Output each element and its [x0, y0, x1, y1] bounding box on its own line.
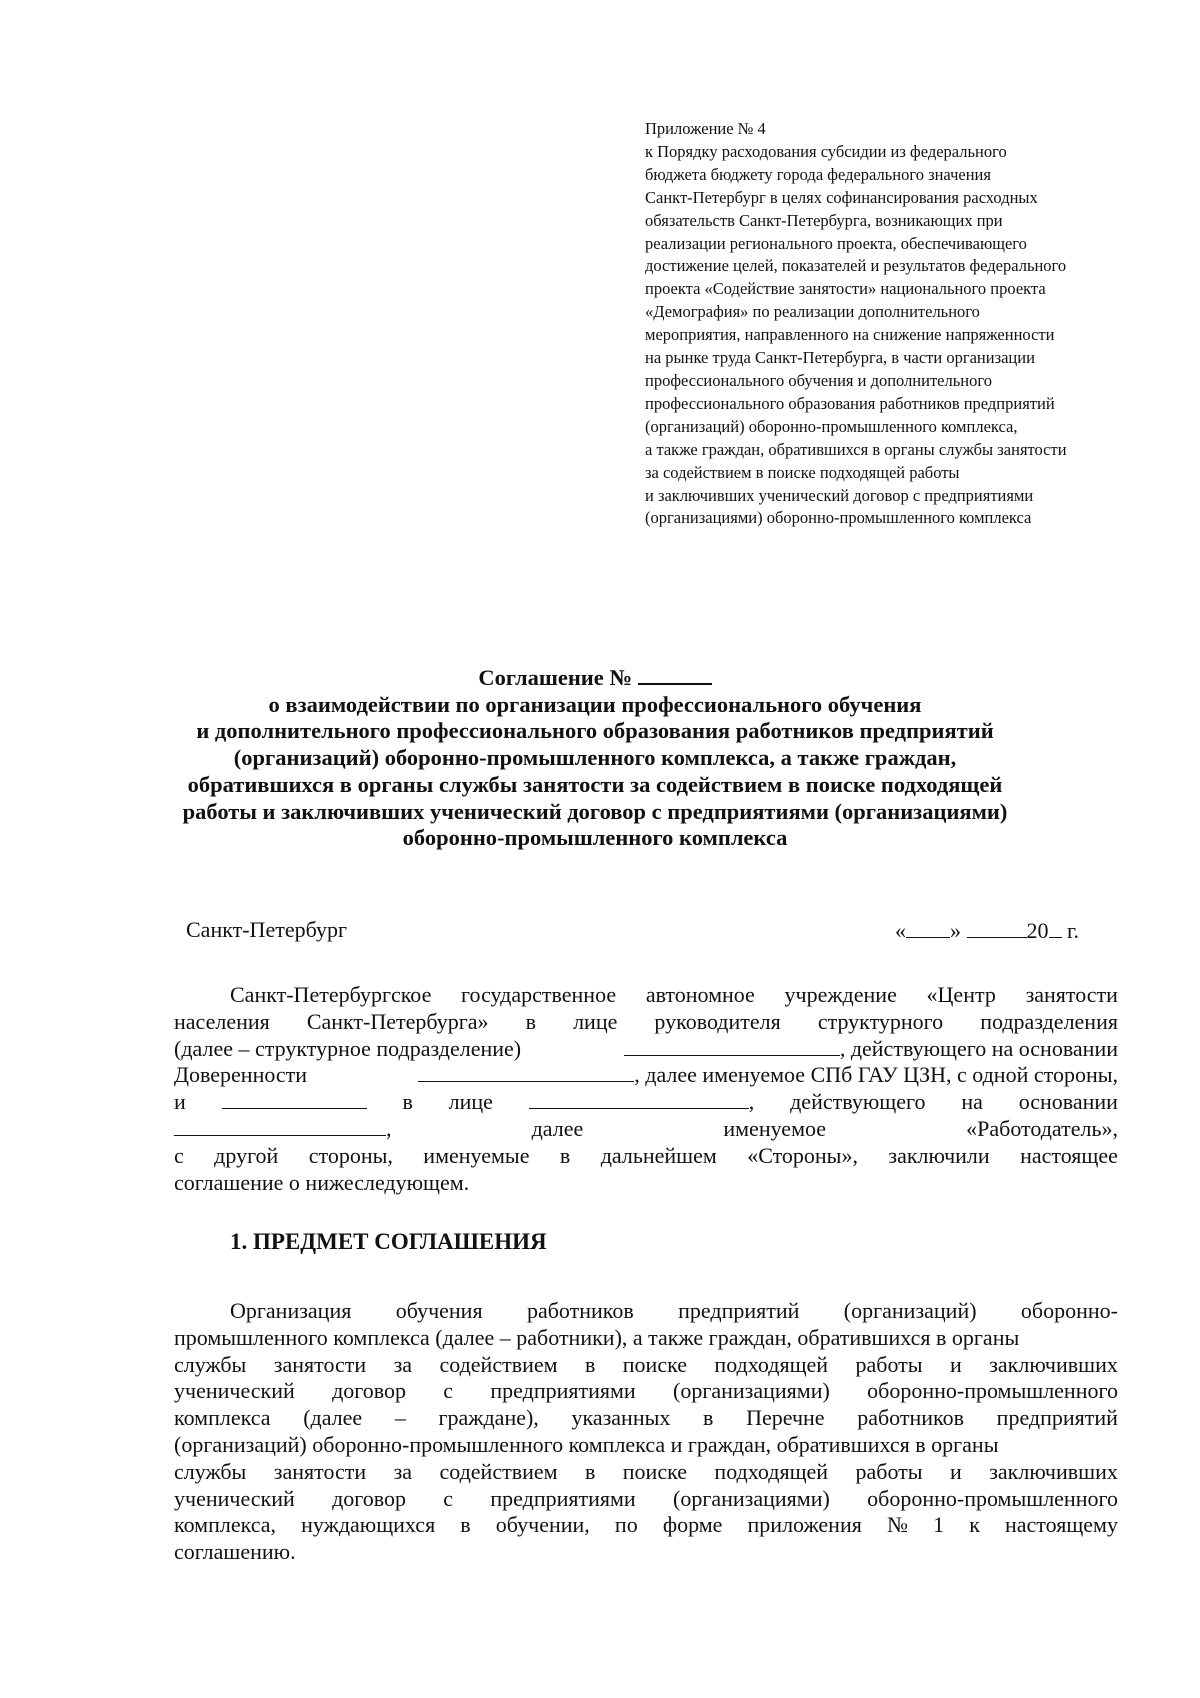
agreement-number-blank [638, 665, 712, 685]
appendix-line: (организациями) оборонно-промышленного комплекса [645, 508, 1032, 528]
word: работы [855, 1351, 923, 1377]
word: комплекса, [174, 1512, 277, 1538]
section-line-7 [174, 1459, 1118, 1486]
appendix-line: (организаций) оборонно-промышленного комплекса, [645, 416, 1018, 436]
word: занятости [273, 1351, 367, 1377]
section-1-paragraph [174, 1298, 1118, 1566]
word: обучения [395, 1298, 483, 1323]
word: и [174, 1089, 186, 1115]
appendix-line: Приложение № 4 [645, 119, 766, 138]
employer-name-blank [222, 1089, 367, 1109]
power-of-attorney-blank [418, 1062, 634, 1082]
preamble-line-7 [174, 1143, 1118, 1170]
word: № [886, 1512, 908, 1538]
word: , [748, 1089, 755, 1115]
appendix-line: профессионального образования работников предприятий [645, 393, 1055, 413]
word: руководителя [654, 1008, 781, 1034]
word: предприятий [678, 1298, 800, 1323]
preamble-line-3 [174, 1036, 1118, 1063]
word: Перечне [746, 1405, 825, 1431]
word: , далее именуемое СПб ГАУ ЦЗН, с одной стороны, [634, 1062, 1118, 1088]
word: действующего [790, 1089, 926, 1115]
word: основании [1018, 1089, 1118, 1115]
word: 1 [933, 1512, 945, 1538]
agreement-heading-text: Соглашение № [478, 665, 632, 690]
word: структурного [817, 1008, 944, 1034]
preamble-line-2 [174, 1009, 1118, 1036]
title-line: (организаций) оборонно-промышленного комплекса, а также граждан, [233, 745, 957, 771]
appendix-line: к Порядку расходования субсидии из федерального [645, 141, 1007, 161]
word: учреждение [784, 982, 897, 1007]
appendix-line: Санкт-Петербург в целях софинансирования расходных [645, 187, 1038, 207]
word: предприятиями [490, 1378, 636, 1404]
blank-group [418, 1062, 1118, 1089]
word: , действующего на основании [839, 1035, 1118, 1061]
appendix-line: бюджета бюджету города федерального значения [645, 164, 991, 184]
word: автономное [645, 982, 755, 1007]
appendix-line: и заключивших ученический договор с предприятиями [645, 485, 1034, 505]
word: предприятий [996, 1405, 1118, 1431]
word: Организация [230, 1298, 352, 1323]
word: подходящей [714, 1351, 829, 1377]
word: (далее – структурное подразделение) [174, 1035, 522, 1061]
word: (организациями) [673, 1378, 830, 1404]
word: лице [573, 1008, 618, 1034]
month-blank [967, 917, 1027, 938]
preamble-line-5 [174, 1089, 1118, 1116]
word: подходящей [714, 1458, 829, 1484]
section-line-4 [174, 1378, 1118, 1405]
section-line-10: соглашению. [174, 1539, 296, 1565]
word: и [950, 1458, 962, 1484]
appendix-line: мероприятия, направленного на снижение напряженности [645, 325, 1055, 345]
word: лице [448, 1089, 493, 1115]
word: «Стороны», [747, 1142, 858, 1168]
word: дальнейшем [600, 1142, 717, 1168]
word: «Работодатель», [966, 1115, 1118, 1141]
word: содействием [439, 1458, 558, 1484]
section-line-8 [174, 1486, 1118, 1513]
word: (далее [303, 1405, 363, 1431]
word: службы [174, 1458, 247, 1484]
word: службы [174, 1351, 247, 1377]
date-quote-open: « [895, 918, 906, 943]
appendix-line: достижение целей, показателей и результатов федерального [645, 256, 1067, 276]
section-line-9 [174, 1512, 1118, 1539]
word: населения [174, 1008, 270, 1034]
date-year-suffix: г. [1061, 918, 1080, 943]
word: занятости [1025, 982, 1118, 1007]
word: с [443, 1378, 454, 1404]
blank-group [529, 1089, 755, 1116]
word: форме [662, 1512, 723, 1538]
section-1-heading: 1. ПРЕДМЕТ СОГЛАШЕНИЯ [230, 1229, 547, 1254]
appendix-header [645, 118, 1165, 530]
word: государственное [461, 982, 617, 1007]
section-line-1 [174, 1298, 1118, 1325]
word: именуемое [723, 1115, 827, 1141]
agreement-title [80, 665, 1110, 852]
day-blank [906, 917, 950, 938]
word: работы [855, 1458, 923, 1484]
basis-document-blank [174, 1116, 386, 1136]
word: далее [531, 1115, 584, 1141]
place-city: Санкт-Петербург [186, 917, 347, 942]
word: нуждающихся [301, 1512, 436, 1538]
title-line: работы и заключивших ученический договор с предприятиями (организациями) [182, 798, 1008, 824]
word: на [961, 1089, 983, 1115]
appendix-line: а также граждан, обратившихся в органы службы занятости [645, 439, 1067, 459]
word: приложения [747, 1512, 862, 1538]
word: ученический [174, 1378, 295, 1404]
appendix-line: реализации регионального проекта, обеспечивающего [645, 233, 1027, 253]
word: оборонно- [1020, 1298, 1118, 1323]
word: и [950, 1351, 962, 1377]
word: договор [332, 1378, 406, 1404]
word: в [402, 1089, 413, 1115]
word: (организациями) [673, 1485, 830, 1511]
word: комплекса [174, 1405, 271, 1431]
word: заключивших [989, 1458, 1118, 1484]
agreement-heading [80, 665, 1110, 692]
word: заключили [888, 1142, 990, 1168]
word: оборонно-промышленного [867, 1485, 1118, 1511]
appendix-line: проекта «Содействие занятости» национального проекта [645, 279, 1046, 299]
agreement-date [895, 917, 1079, 944]
date-year-prefix: 20 [1026, 918, 1049, 943]
preamble-paragraph [174, 982, 1118, 1196]
preamble-line-4 [174, 1062, 1118, 1089]
title-line: о взаимодействии по организации профессионального обучения [268, 691, 922, 717]
word: заключивших [989, 1351, 1118, 1377]
word: за [393, 1351, 413, 1377]
year-blank [1049, 917, 1062, 938]
word: за [393, 1458, 413, 1484]
word: в [525, 1008, 536, 1034]
preamble-line-8: соглашение о нижеследующем. [174, 1169, 470, 1195]
word: поиске [622, 1458, 687, 1484]
word: работников [857, 1405, 965, 1431]
word: именуемые [423, 1142, 530, 1168]
preamble-line-1 [174, 982, 1118, 1009]
word: Санкт-Петербургское [230, 982, 432, 1007]
title-line: обратившихся в органы службы занятости за содействием в поиске подходящей [187, 771, 1003, 797]
section-line-5 [174, 1405, 1118, 1432]
word: предприятиями [490, 1485, 636, 1511]
section-line-6: (организаций) оборонно-промышленного комплекса и граждан, обратившихся в органы [174, 1431, 999, 1457]
word: по [614, 1512, 638, 1538]
word: в [584, 1351, 596, 1377]
word: «Центр [926, 982, 996, 1007]
word: к [969, 1512, 980, 1538]
word: настоящее [1020, 1142, 1118, 1168]
word: ученический [174, 1485, 295, 1511]
word: поиске [622, 1351, 687, 1377]
preamble-line-6 [174, 1116, 1118, 1143]
word: настоящему [1005, 1512, 1118, 1538]
word: с [443, 1485, 454, 1511]
appendix-line: на рынке труда Санкт-Петербурга, в части организации [645, 348, 1035, 368]
word: в [559, 1142, 571, 1168]
word: стороны, [308, 1142, 393, 1168]
word: с [174, 1142, 184, 1168]
word: оборонно-промышленного [867, 1378, 1118, 1404]
word: граждане), [438, 1405, 539, 1431]
appendix-line: профессионального обучения и дополнительного [645, 370, 992, 390]
word: , [386, 1115, 392, 1141]
word: Доверенности [174, 1062, 308, 1088]
blank-group [174, 1116, 392, 1143]
word: – [394, 1405, 406, 1431]
section-line-2: промышленного комплекса (далее – работники), а также граждан, обратившихся в органы [174, 1324, 1020, 1350]
representative-blank [529, 1089, 749, 1109]
title-line: оборонно-промышленного комплекса [402, 825, 788, 851]
blank-group [624, 1036, 1118, 1063]
word: работников [526, 1298, 634, 1323]
word: другой [214, 1142, 279, 1168]
date-quote-close: » [950, 918, 961, 943]
word: указанных [571, 1405, 671, 1431]
title-line: и дополнительного профессионального образования работников предприятий [196, 718, 994, 744]
word: подразделения [980, 1008, 1118, 1034]
word: занятости [273, 1458, 367, 1484]
word: договор [332, 1485, 406, 1511]
word: в [584, 1458, 596, 1484]
appendix-line: за содействием в поиске подходящей работы [645, 462, 960, 482]
word: Санкт-Петербурга» [306, 1008, 489, 1034]
appendix-line: обязательств Санкт-Петербурга, возникающих при [645, 210, 1003, 230]
appendix-line: «Демография» по реализации дополнительного [645, 302, 980, 322]
word: (организаций) [843, 1298, 977, 1323]
word: содействием [439, 1351, 558, 1377]
word: в [460, 1512, 471, 1538]
word: в [703, 1405, 714, 1431]
section-line-3 [174, 1352, 1118, 1379]
word: обучении, [495, 1512, 590, 1538]
head-name-blank [624, 1036, 840, 1056]
